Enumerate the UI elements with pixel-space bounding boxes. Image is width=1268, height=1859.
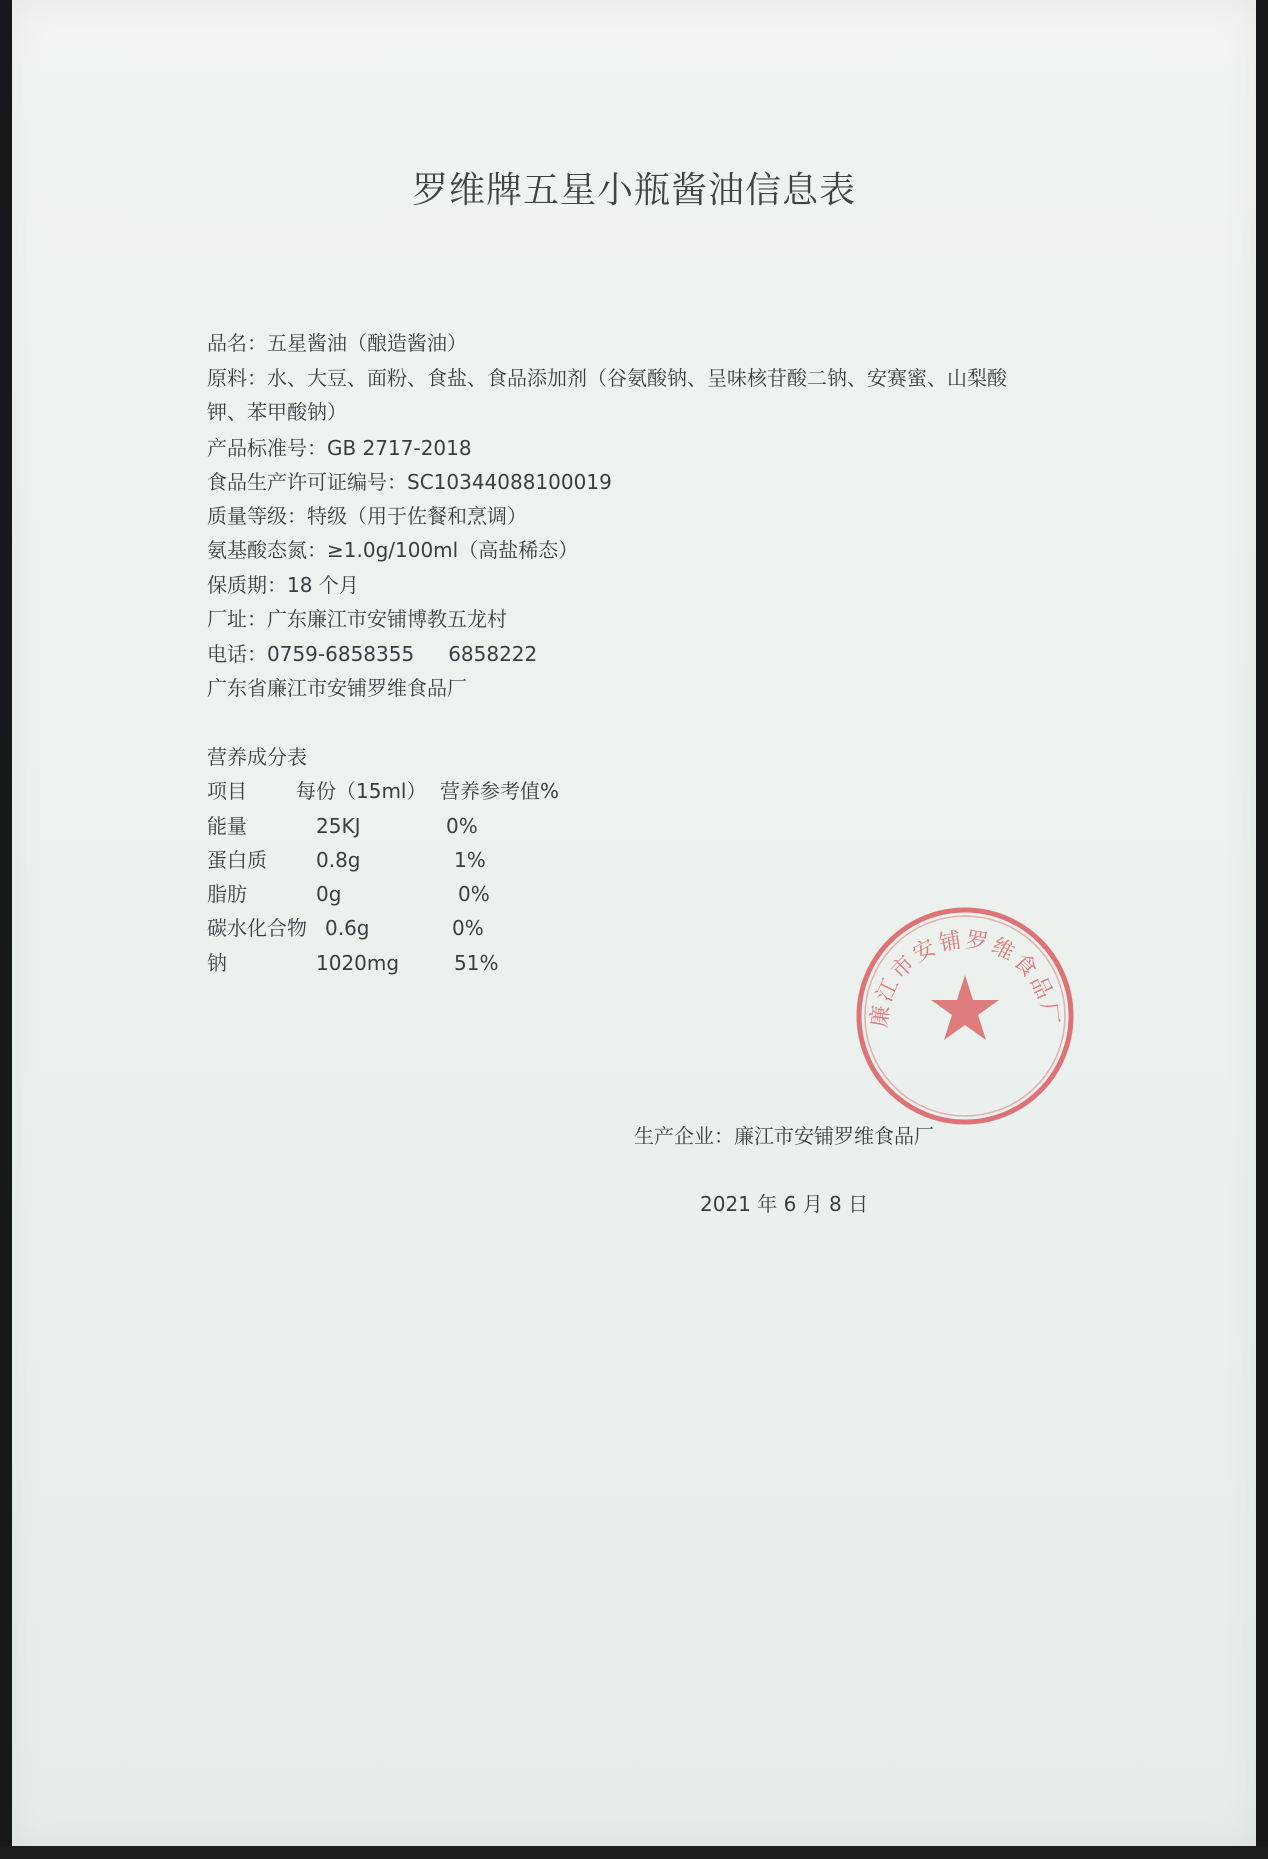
phone-label: 电话： [207, 642, 267, 666]
address-line [207, 605, 507, 633]
address-value: 广东廉江市安铺博教五龙村 [267, 607, 507, 631]
nutrition-row-item: 钠 [207, 951, 227, 975]
phone-value-2: 6858222 [448, 642, 538, 666]
nutrition-row-amount: 0g [316, 882, 342, 906]
nutrition-row-item: 蛋白质 [207, 848, 267, 872]
grade-label: 质量等级： [207, 504, 307, 528]
nutrition-row-nrv: 0% [452, 916, 484, 940]
nutrition-row-item: 碳水化合物 [207, 916, 307, 940]
standard-line [207, 434, 472, 462]
amino-label: 氨基酸态氮： [207, 538, 327, 562]
nutrition-heading: 营养成分表 [207, 745, 307, 769]
nutrition-row-nrv: 0% [446, 814, 478, 838]
producer-value: 廉江市安铺罗维食品厂 [734, 1124, 934, 1148]
nutrition-header-amount: 每份（15ml） [296, 779, 427, 803]
company-line: 广东省廉江市安铺罗维食品厂 [207, 676, 467, 700]
seal-star-icon [931, 975, 999, 1040]
photo-bottom-edge [0, 1846, 1268, 1859]
nutrition-row-item: 能量 [207, 814, 247, 838]
nutrition-header-item: 项目 [207, 779, 247, 803]
nutrition-row-amount: 0.6g [325, 916, 370, 940]
license-line [207, 468, 612, 496]
grade-line [207, 502, 527, 530]
producer-label: 生产企业： [634, 1124, 734, 1148]
license-value: SC10344088100019 [407, 470, 612, 494]
nutrition-row-nrv: 1% [454, 848, 486, 872]
nutrition-row-amount: 1020mg [316, 951, 400, 975]
product-name-value: 五星酱油（酿造酱油） [267, 331, 467, 355]
product-name-line [207, 329, 467, 357]
shelf-life-label: 保质期： [207, 573, 287, 597]
amino-value: ≥1.0g/100ml（高盐稀态） [327, 538, 579, 562]
license-label: 食品生产许可证编号： [207, 470, 407, 494]
phone-line [207, 640, 537, 668]
ingredients-value: 水、大豆、面粉、食盐、食品添加剂（谷氨酸钠、呈味核苷酸二钠、安赛蜜、山梨酸 [267, 366, 1007, 390]
nutrition-header-nrv: 营养参考值% [440, 779, 560, 803]
grade-value: 特级（用于佐餐和烹调） [307, 504, 527, 528]
nutrition-row-nrv: 51% [454, 951, 499, 975]
document-title: 罗维牌五星小瓶酱油信息表 [411, 170, 856, 211]
ingredients-label: 原料： [207, 366, 267, 390]
standard-label: 产品标准号： [207, 436, 327, 460]
nutrition-row-amount: 0.8g [316, 848, 361, 872]
amino-line [207, 536, 578, 564]
ingredients-value-continued: 钾、苯甲酸钠） [207, 400, 347, 424]
phone-value-1: 0759-6858355 [267, 642, 415, 666]
nutrition-row-item: 脂肪 [207, 882, 247, 906]
company-seal [852, 903, 1078, 1129]
shelf-life-value: 18 个月 [287, 573, 359, 597]
document-date: 2021 年 6 月 8 日 [700, 1192, 869, 1216]
seal-text: 廉江市安铺罗维食品厂 [867, 927, 1063, 1029]
standard-value: GB 2717-2018 [327, 436, 472, 460]
product-name-label: 品名： [207, 331, 267, 355]
nutrition-row-nrv: 0% [458, 882, 490, 906]
ingredients-line [207, 364, 1007, 392]
address-label: 厂址： [207, 607, 267, 631]
producer-line [634, 1122, 934, 1150]
nutrition-row-amount: 25KJ [316, 814, 361, 838]
shelf-life-line [207, 571, 359, 599]
ingredients-line-2 [207, 398, 347, 426]
